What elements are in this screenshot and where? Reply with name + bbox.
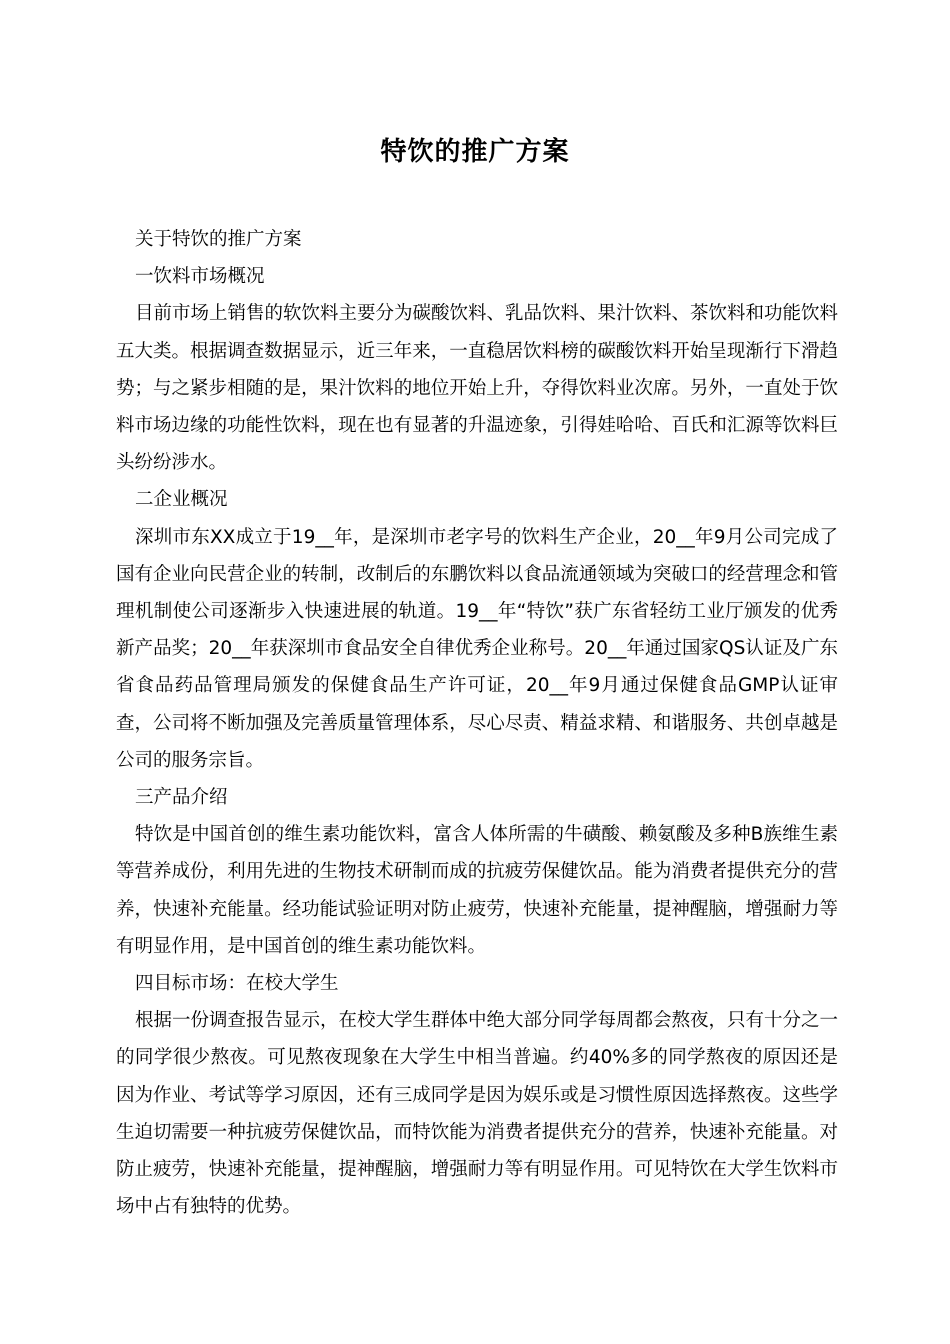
subtitle-paragraph: 关于特饮的推广方案 [135,229,302,250]
section-heading-market: 一饮料市场概况 [135,266,265,288]
body-paragraph-company: 深圳市东XX成立于19__年，是深圳市老字号的饮料生产企业，20__年9月公司完成了国有企业向民营企业的转制，改制后的东鹏饮料以食品流通领域为突破口的经营理念和管理机制使公司逐渐步入快速进展的轨道。19__年“特饮”获广东省轻纺工业厅颁发的优秀新产品奖；20__年获深圳市食品安全自律优秀企业称号。20__年通过国家QS认证及广东省食品药品管理局颁发的保健食品生产许可证，20__年9月通过保健食品GMP认证审查，公司将不断加强及完善质量管理体系，尽心尽责、精益求精、和谐服务、共创卓越是公司的服务宗旨。 [116,526,838,771]
body-paragraph-product: 特饮是中国首创的维生素功能饮料，富含人体所需的牛磺酸、赖氨酸及多种B族维生素等营养成份，利用先进的生物技术研制而成的抗疲劳保健饮品。能为消费者提供充分的营养，快速补充能量。经功能试验证明对防止疲劳，快速补充能量，提神醒脑，增强耐力等有明显作用，是中国首创的维生素功能饮料。 [116,824,838,957]
section-heading-product: 三产品介绍 [135,787,228,809]
document-title: 特饮的推广方案 [380,137,570,167]
body-paragraph-target: 根据一份调查报告显示，在校大学生群体中绝大部分同学每周都会熬夜，只有十分之一的同学很少熬夜。可见熬夜现象在大学生中相当普遍。约40%多的同学熬夜的原因还是因为作业、考试等学习原因，还有三成同学是因为娱乐或是习惯性原因选择熬夜。这些学生迫切需要一种抗疲劳保健饮品，而特饮能为消费者提供充分的营养，快速补充能量。对防止疲劳，快速补充能量，提神醒脑，增强耐力等有明显作用。可见特饮在大学生饮料市场中占有独特的优势。 [116,1010,839,1218]
section-heading-target: 四目标市场：在校大学生 [135,973,339,995]
section-heading-company: 二企业概况 [135,489,228,511]
document-body [116,221,838,1225]
body-paragraph-market: 目前市场上销售的软饮料主要分为碳酸饮料、乳品饮料、果汁饮料、茶饮料和功能饮料五大类。根据调查数据显示，近三年来，一直稳居饮料榜的碳酸饮料开始呈现渐行下滑趋势；与之紧步相随的是，果汁饮料的地位开始上升，夺得饮料业次席。另外，一直处于饮料市场边缘的功能性饮料，现在也有显著的升温迹象，引得娃哈哈、百氏和汇源等饮料巨头纷纷涉水。 [116,303,839,474]
